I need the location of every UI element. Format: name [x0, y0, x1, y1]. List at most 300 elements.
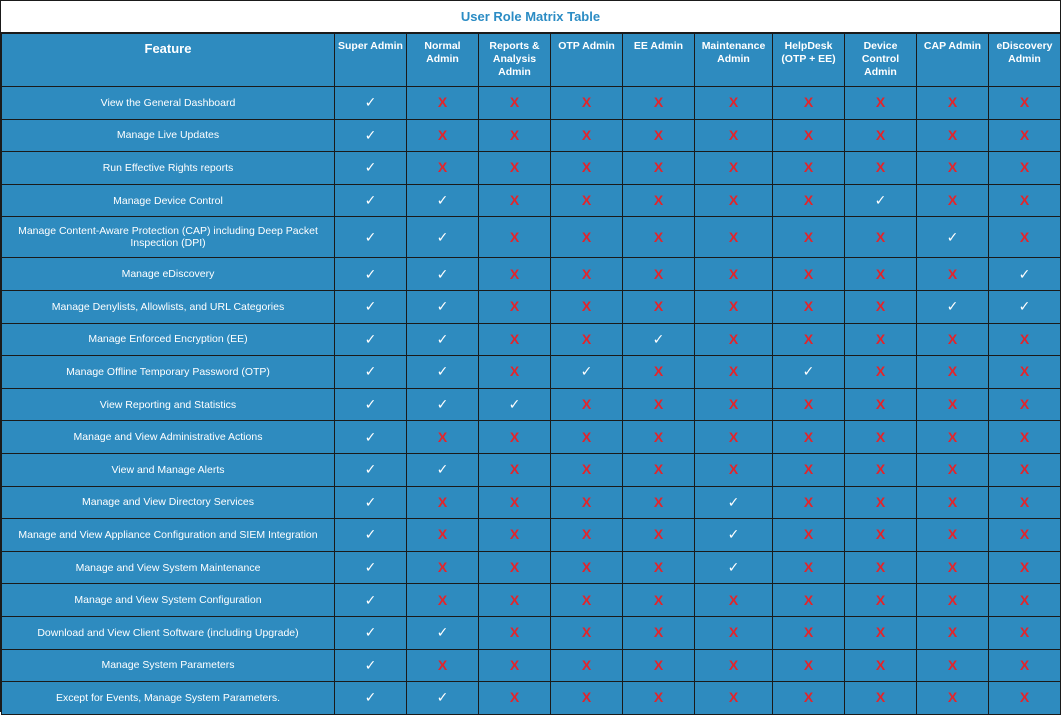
cross-icon: X — [947, 363, 958, 380]
cross-icon: X — [509, 624, 520, 641]
feature-cell: Except for Events, Manage System Parameters. — [2, 682, 335, 715]
access-cell — [773, 152, 845, 185]
cross-icon: X — [653, 228, 664, 245]
access-cell — [773, 323, 845, 356]
cross-icon: X — [437, 559, 448, 576]
cross-icon: X — [947, 689, 958, 706]
cross-icon: X — [1019, 526, 1030, 543]
cross-icon: X — [803, 330, 814, 347]
cross-icon: X — [728, 428, 739, 445]
access-cell — [335, 649, 407, 682]
table-body — [2, 87, 1061, 715]
access-cell — [845, 87, 917, 120]
check-icon: ✓ — [364, 331, 377, 348]
access-cell — [773, 486, 845, 519]
table-row — [2, 184, 1061, 217]
access-cell — [623, 258, 695, 291]
table-row — [2, 453, 1061, 486]
access-cell — [407, 87, 479, 120]
cross-icon: X — [875, 265, 886, 282]
role-column-header: OTP Admin — [551, 34, 623, 87]
access-cell — [407, 290, 479, 323]
cross-icon: X — [803, 126, 814, 143]
cross-icon: X — [581, 689, 592, 706]
check-icon: ✓ — [802, 364, 815, 381]
check-icon: ✓ — [364, 299, 377, 316]
cross-icon: X — [509, 265, 520, 282]
feature-cell: Manage Live Updates — [2, 119, 335, 152]
access-cell — [623, 217, 695, 258]
cross-icon: X — [803, 526, 814, 543]
access-cell — [695, 152, 773, 185]
access-cell — [989, 119, 1061, 152]
access-cell — [773, 356, 845, 389]
cross-icon: X — [728, 656, 739, 673]
access-cell — [407, 682, 479, 715]
feature-cell: Manage Denylists, Allowlists, and URL Categories — [2, 290, 335, 323]
table-row — [2, 152, 1061, 185]
access-cell — [845, 519, 917, 552]
check-icon: ✓ — [727, 527, 740, 544]
access-cell — [845, 119, 917, 152]
feature-cell: Download and View Client Software (including Upgrade) — [2, 616, 335, 649]
cross-icon: X — [509, 298, 520, 315]
cross-icon: X — [581, 228, 592, 245]
access-cell — [623, 323, 695, 356]
access-cell — [479, 87, 551, 120]
access-cell — [695, 119, 773, 152]
cross-icon: X — [653, 265, 664, 282]
cross-icon: X — [1019, 94, 1030, 111]
check-icon: ✓ — [508, 397, 521, 414]
access-cell — [845, 682, 917, 715]
access-cell — [479, 323, 551, 356]
cross-icon: X — [875, 363, 886, 380]
cross-icon: X — [947, 192, 958, 209]
access-cell — [479, 258, 551, 291]
cross-icon: X — [581, 192, 592, 209]
access-cell — [695, 217, 773, 258]
access-cell — [551, 453, 623, 486]
role-column-header: EE Admin — [623, 34, 695, 87]
check-icon: ✓ — [364, 95, 377, 112]
access-cell — [917, 551, 989, 584]
access-cell — [623, 519, 695, 552]
cross-icon: X — [581, 428, 592, 445]
access-cell — [695, 519, 773, 552]
access-cell — [695, 616, 773, 649]
cross-icon: X — [509, 559, 520, 576]
access-cell — [335, 258, 407, 291]
check-icon: ✓ — [364, 193, 377, 210]
cross-icon: X — [803, 624, 814, 641]
cross-icon: X — [653, 396, 664, 413]
cross-icon: X — [728, 228, 739, 245]
table-row — [2, 258, 1061, 291]
check-icon: ✓ — [364, 494, 377, 511]
cross-icon: X — [728, 126, 739, 143]
access-cell — [407, 152, 479, 185]
cross-icon: X — [875, 126, 886, 143]
access-cell — [917, 87, 989, 120]
cross-icon: X — [803, 689, 814, 706]
cross-icon: X — [437, 159, 448, 176]
access-cell — [335, 323, 407, 356]
cross-icon: X — [947, 330, 958, 347]
cross-icon: X — [1019, 591, 1030, 608]
cross-icon: X — [1019, 559, 1030, 576]
access-cell — [695, 290, 773, 323]
access-cell — [695, 421, 773, 454]
role-column-header: Maintenance Admin — [695, 34, 773, 87]
access-cell — [407, 486, 479, 519]
feature-cell: Manage Content-Aware Protection (CAP) including Deep Packet Inspection (DPI) — [2, 217, 335, 258]
cross-icon: X — [875, 428, 886, 445]
access-cell — [695, 551, 773, 584]
cross-icon: X — [581, 126, 592, 143]
access-cell — [695, 356, 773, 389]
table-row — [2, 290, 1061, 323]
cross-icon: X — [803, 656, 814, 673]
access-cell — [479, 486, 551, 519]
cross-icon: X — [875, 493, 886, 510]
access-cell — [989, 551, 1061, 584]
access-cell — [551, 519, 623, 552]
access-cell — [479, 584, 551, 617]
cross-icon: X — [581, 559, 592, 576]
access-cell — [479, 356, 551, 389]
access-cell — [773, 258, 845, 291]
access-cell — [695, 184, 773, 217]
feature-cell: Manage Offline Temporary Password (OTP) — [2, 356, 335, 389]
access-cell — [407, 323, 479, 356]
access-cell — [773, 217, 845, 258]
cross-icon: X — [803, 192, 814, 209]
access-cell — [773, 649, 845, 682]
check-icon: ✓ — [436, 690, 449, 707]
cross-icon: X — [875, 689, 886, 706]
access-cell — [695, 486, 773, 519]
feature-cell: Manage and View Directory Services — [2, 486, 335, 519]
matrix-table — [1, 33, 1061, 715]
access-cell — [407, 616, 479, 649]
feature-cell: View and Manage Alerts — [2, 453, 335, 486]
access-cell — [551, 486, 623, 519]
access-cell — [551, 258, 623, 291]
cross-icon: X — [509, 461, 520, 478]
cross-icon: X — [653, 493, 664, 510]
access-cell — [551, 290, 623, 323]
cross-icon: X — [803, 591, 814, 608]
check-icon: ✓ — [1018, 266, 1031, 283]
access-cell — [917, 152, 989, 185]
cross-icon: X — [803, 94, 814, 111]
check-icon: ✓ — [364, 690, 377, 707]
cross-icon: X — [1019, 689, 1030, 706]
access-cell — [623, 682, 695, 715]
table-row — [2, 682, 1061, 715]
access-cell — [623, 453, 695, 486]
check-icon: ✓ — [364, 364, 377, 381]
cross-icon: X — [581, 624, 592, 641]
access-cell — [551, 356, 623, 389]
cross-icon: X — [581, 526, 592, 543]
check-icon: ✓ — [436, 625, 449, 642]
check-icon: ✓ — [946, 229, 959, 246]
cross-icon: X — [1019, 624, 1030, 641]
access-cell — [989, 290, 1061, 323]
check-icon: ✓ — [727, 560, 740, 577]
access-cell — [917, 682, 989, 715]
check-icon: ✓ — [364, 592, 377, 609]
access-cell — [479, 519, 551, 552]
table-row — [2, 616, 1061, 649]
check-icon: ✓ — [436, 266, 449, 283]
access-cell — [917, 323, 989, 356]
cross-icon: X — [509, 126, 520, 143]
cross-icon: X — [653, 298, 664, 315]
cross-icon: X — [803, 559, 814, 576]
access-cell — [695, 453, 773, 486]
cross-icon: X — [803, 159, 814, 176]
access-cell — [695, 584, 773, 617]
access-cell — [623, 616, 695, 649]
access-cell — [479, 388, 551, 421]
access-cell — [551, 152, 623, 185]
cross-icon: X — [875, 591, 886, 608]
check-icon: ✓ — [1018, 299, 1031, 316]
cross-icon: X — [437, 526, 448, 543]
role-column-header: Normal Admin — [407, 34, 479, 87]
cross-icon: X — [875, 656, 886, 673]
cross-icon: X — [509, 228, 520, 245]
cross-icon: X — [875, 526, 886, 543]
check-icon: ✓ — [364, 429, 377, 446]
cross-icon: X — [1019, 228, 1030, 245]
cross-icon: X — [509, 493, 520, 510]
access-cell — [845, 323, 917, 356]
access-cell — [989, 682, 1061, 715]
access-cell — [623, 388, 695, 421]
cross-icon: X — [653, 192, 664, 209]
feature-cell: View Reporting and Statistics — [2, 388, 335, 421]
table-row — [2, 421, 1061, 454]
cross-icon: X — [947, 126, 958, 143]
cross-icon: X — [1019, 656, 1030, 673]
access-cell — [917, 486, 989, 519]
access-cell — [335, 453, 407, 486]
feature-cell: Manage eDiscovery — [2, 258, 335, 291]
cross-icon: X — [581, 265, 592, 282]
table-row — [2, 323, 1061, 356]
cross-icon: X — [947, 526, 958, 543]
access-cell — [551, 551, 623, 584]
cross-icon: X — [728, 591, 739, 608]
cross-icon: X — [1019, 330, 1030, 347]
cross-icon: X — [875, 298, 886, 315]
access-cell — [551, 421, 623, 454]
access-cell — [479, 649, 551, 682]
cross-icon: X — [437, 126, 448, 143]
access-cell — [917, 217, 989, 258]
cross-icon: X — [509, 591, 520, 608]
cross-icon: X — [437, 656, 448, 673]
cross-icon: X — [875, 159, 886, 176]
cross-icon: X — [728, 363, 739, 380]
access-cell — [845, 584, 917, 617]
cross-icon: X — [947, 624, 958, 641]
cross-icon: X — [875, 559, 886, 576]
access-cell — [989, 323, 1061, 356]
access-cell — [845, 290, 917, 323]
cross-icon: X — [653, 363, 664, 380]
access-cell — [623, 87, 695, 120]
cross-icon: X — [803, 396, 814, 413]
access-cell — [773, 551, 845, 584]
table-row — [2, 519, 1061, 552]
cross-icon: X — [581, 396, 592, 413]
access-cell — [551, 217, 623, 258]
cross-icon: X — [653, 428, 664, 445]
access-cell — [407, 217, 479, 258]
access-cell — [845, 421, 917, 454]
cross-icon: X — [1019, 493, 1030, 510]
access-cell — [407, 584, 479, 617]
feature-cell: Manage Device Control — [2, 184, 335, 217]
table-row — [2, 649, 1061, 682]
access-cell — [335, 388, 407, 421]
cross-icon: X — [875, 228, 886, 245]
check-icon: ✓ — [436, 229, 449, 246]
check-icon: ✓ — [946, 299, 959, 316]
access-cell — [917, 258, 989, 291]
access-cell — [989, 184, 1061, 217]
access-cell — [551, 184, 623, 217]
check-icon: ✓ — [364, 229, 377, 246]
cross-icon: X — [875, 461, 886, 478]
access-cell — [551, 616, 623, 649]
cross-icon: X — [728, 396, 739, 413]
access-cell — [407, 421, 479, 454]
check-icon: ✓ — [436, 462, 449, 479]
cross-icon: X — [728, 94, 739, 111]
access-cell — [479, 217, 551, 258]
access-cell — [335, 616, 407, 649]
header-row — [2, 34, 1061, 87]
cross-icon: X — [653, 126, 664, 143]
access-cell — [917, 519, 989, 552]
access-cell — [989, 453, 1061, 486]
table-row — [2, 119, 1061, 152]
check-icon: ✓ — [727, 494, 740, 511]
feature-cell: Manage Enforced Encryption (EE) — [2, 323, 335, 356]
cross-icon: X — [947, 265, 958, 282]
access-cell — [845, 217, 917, 258]
cross-icon: X — [653, 159, 664, 176]
access-cell — [407, 258, 479, 291]
cross-icon: X — [875, 94, 886, 111]
check-icon: ✓ — [436, 193, 449, 210]
feature-column-header: Feature — [2, 34, 335, 87]
access-cell — [479, 616, 551, 649]
access-cell — [479, 453, 551, 486]
table-row — [2, 356, 1061, 389]
access-cell — [989, 217, 1061, 258]
table-row — [2, 217, 1061, 258]
table-row — [2, 486, 1061, 519]
access-cell — [479, 152, 551, 185]
cross-icon: X — [509, 428, 520, 445]
access-cell — [773, 584, 845, 617]
access-cell — [917, 616, 989, 649]
cross-icon: X — [947, 396, 958, 413]
cross-icon: X — [1019, 428, 1030, 445]
check-icon: ✓ — [436, 299, 449, 316]
access-cell — [407, 551, 479, 584]
access-cell — [989, 616, 1061, 649]
check-icon: ✓ — [364, 127, 377, 144]
check-icon: ✓ — [436, 364, 449, 381]
cross-icon: X — [509, 159, 520, 176]
access-cell — [407, 119, 479, 152]
access-cell — [695, 388, 773, 421]
access-cell — [695, 649, 773, 682]
cross-icon: X — [509, 94, 520, 111]
access-cell — [989, 388, 1061, 421]
access-cell — [845, 184, 917, 217]
access-cell — [623, 119, 695, 152]
check-icon: ✓ — [364, 397, 377, 414]
access-cell — [479, 682, 551, 715]
access-cell — [551, 87, 623, 120]
role-column-header: Super Admin — [335, 34, 407, 87]
access-cell — [845, 486, 917, 519]
access-cell — [917, 119, 989, 152]
check-icon: ✓ — [874, 193, 887, 210]
cross-icon: X — [1019, 126, 1030, 143]
check-icon: ✓ — [364, 160, 377, 177]
access-cell — [623, 649, 695, 682]
feature-cell: Manage System Parameters — [2, 649, 335, 682]
access-cell — [845, 152, 917, 185]
cross-icon: X — [581, 159, 592, 176]
access-cell — [917, 388, 989, 421]
feature-cell: View the General Dashboard — [2, 87, 335, 120]
cross-icon: X — [653, 461, 664, 478]
access-cell — [989, 356, 1061, 389]
access-cell — [479, 184, 551, 217]
cross-icon: X — [803, 228, 814, 245]
cross-icon: X — [947, 159, 958, 176]
role-column-header: HelpDesk (OTP + EE) — [773, 34, 845, 87]
access-cell — [335, 87, 407, 120]
access-cell — [335, 519, 407, 552]
access-cell — [845, 616, 917, 649]
cross-icon: X — [947, 94, 958, 111]
cross-icon: X — [1019, 192, 1030, 209]
access-cell — [989, 486, 1061, 519]
access-cell — [335, 184, 407, 217]
check-icon: ✓ — [580, 364, 593, 381]
cross-icon: X — [875, 624, 886, 641]
check-icon: ✓ — [364, 527, 377, 544]
cross-icon: X — [803, 265, 814, 282]
access-cell — [917, 453, 989, 486]
access-cell — [773, 682, 845, 715]
cross-icon: X — [437, 94, 448, 111]
cross-icon: X — [947, 493, 958, 510]
access-cell — [551, 682, 623, 715]
